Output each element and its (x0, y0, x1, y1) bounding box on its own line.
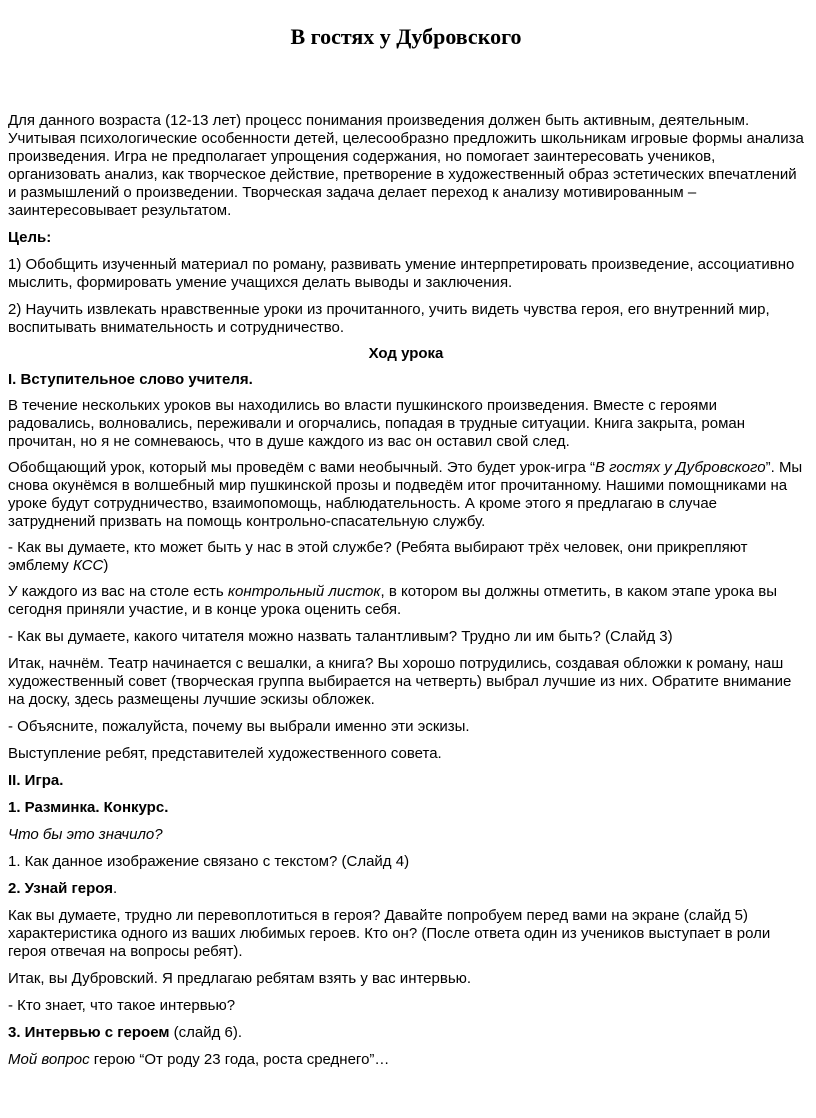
paragraph-3-text-a: - Как вы думаете, кто может быть у нас в этой службе? (Ребята выбирают трёх человек, они прикрепляют эмблему (8, 539, 748, 574)
paragraph-12-rest: герою “От роду 23 года, роста среднего”… (89, 1051, 390, 1068)
paragraph-2-text-a: Обобщающий урок, который мы проведём с вами необычный. Это будет урок-игра “ (8, 459, 595, 476)
lesson-heading: Ход урока (368, 345, 444, 362)
paragraph-2-lesson-title: В гостях у Дубровского (595, 459, 766, 476)
paragraph-4 (8, 583, 804, 619)
subsection-3-heading-rest: (слайд 6). (169, 1024, 243, 1041)
subsection-3-heading-bold: 3. Интервью с героем (8, 1024, 170, 1041)
paragraph-8: Выступление ребят, представителей художественного совета. (8, 745, 442, 762)
subsection-3-heading (8, 1024, 804, 1042)
subsection-1-question: 1. Как данное изображение связано с текстом? (Слайд 4) (8, 853, 410, 870)
paragraph-2-text-c: ”. Мы снова окунёмся в волшебный мир пушкинской прозы и подведём итог прочитанному. Нашими помощниками на уроке будут сотрудничество, взаимопомощь, наблюдательность. А кроме этого я предлагаю в случае затруднений призвать на помощь контрольно-спасательную службу. (8, 459, 803, 530)
paragraph-9: Как вы думаете, трудно ли перевоплотиться в героя? Давайте попробуем перед вами на экране (слайд 5) характеристика одного из ваших любимых героев. Кто он? (После ответа один из учеников выступает в роли героя отвечая на вопросы ребят). (8, 907, 771, 960)
paragraph-12-italic: Мой вопрос (8, 1051, 90, 1068)
subsection-2-heading (8, 880, 804, 898)
document-title: В гостях у Дубровского (290, 24, 522, 49)
paragraph-6: Итак, начнём. Театр начинается с вешалки, а книга? Вы хорошо потрудились, создавая обложки к роману, наш художественный совет (творческая группа выбирается на четверть) выбрал лучшие из них. Обратите внимание на доску, здесь размещены лучшие эскизы обложек. (8, 655, 792, 708)
subsection-2-heading-bold: 2. Узнай героя (8, 880, 113, 897)
paragraph-11: - Кто знает, что такое интервью? (8, 997, 236, 1014)
paragraph-4-control-sheet: контрольный листок (227, 583, 381, 600)
intro-paragraph: Для данного возраста (12-13 лет) процесс понимания произведения должен быть активным, деятельным. Учитывая психологические особенности детей, целесообразно предложить школьникам игровые формы анализа произведения. Игра не предполагает упрощения содержания, но помогает заинтересовать учеников, организовать анализ, как творческое действие, претворение в художественный образ эстетических впечатлений и размышлений о произведении. Творческая задача делает переход к анализу мотивированным – заинтересовывает результатом. (8, 112, 804, 219)
paragraph-3-text-c: ) (103, 557, 109, 574)
section-1-heading: I. Вступительное слово учителя. (8, 371, 253, 388)
goal-item-1: 1) Обобщить изученный материал по роману, развивать умение интерпретировать произведение, ассоциативно мыслить, формировать умение учащихся делать выводы и заключения. (8, 256, 795, 291)
paragraph-4-text-a: У каждого из вас на столе есть (8, 583, 228, 600)
goal-heading: Цель: (8, 229, 52, 246)
subsection-2-heading-rest: . (112, 880, 118, 897)
subsection-1-heading: 1. Разминка. Конкурс. (8, 799, 169, 816)
goal-item-2: 2) Научить извлекать нравственные уроки из прочитанного, учить видеть чувства героя, его внутренний мир, воспитывать внимательность и сотрудничество. (8, 301, 770, 336)
paragraph-12 (8, 1051, 804, 1069)
paragraph-3 (8, 539, 804, 575)
subsection-1-italic: Что бы это значило? (8, 826, 163, 843)
paragraph-5: - Как вы думаете, какого читателя можно назвать талантливым? Трудно ли им быть? (Слайд 3) (8, 628, 673, 645)
section-2-heading: II. Игра. (8, 772, 64, 789)
paragraph-10: Итак, вы Дубровский. Я предлагаю ребятам взять у вас интервью. (8, 970, 472, 987)
paragraph-1: В течение нескольких уроков вы находились во власти пушкинского произведения. Вместе с героями радовались, волновались, переживали и огорчались, попадая в трудные ситуации. Книга закрыта, роман прочитан, но я не сомневаюсь, что в душе каждого из вас он оставил свой след. (8, 397, 746, 450)
paragraph-4-text-c: , в котором вы должны отметить, в каком этапе урока вы сегодня приняли участие, и в конце урока оценить себя. (8, 583, 778, 618)
paragraph-2 (8, 459, 804, 531)
paragraph-7: - Объясните, пожалуйста, почему вы выбрали именно эти эскизы. (8, 718, 470, 735)
paragraph-3-emblem: КСС (72, 557, 104, 574)
